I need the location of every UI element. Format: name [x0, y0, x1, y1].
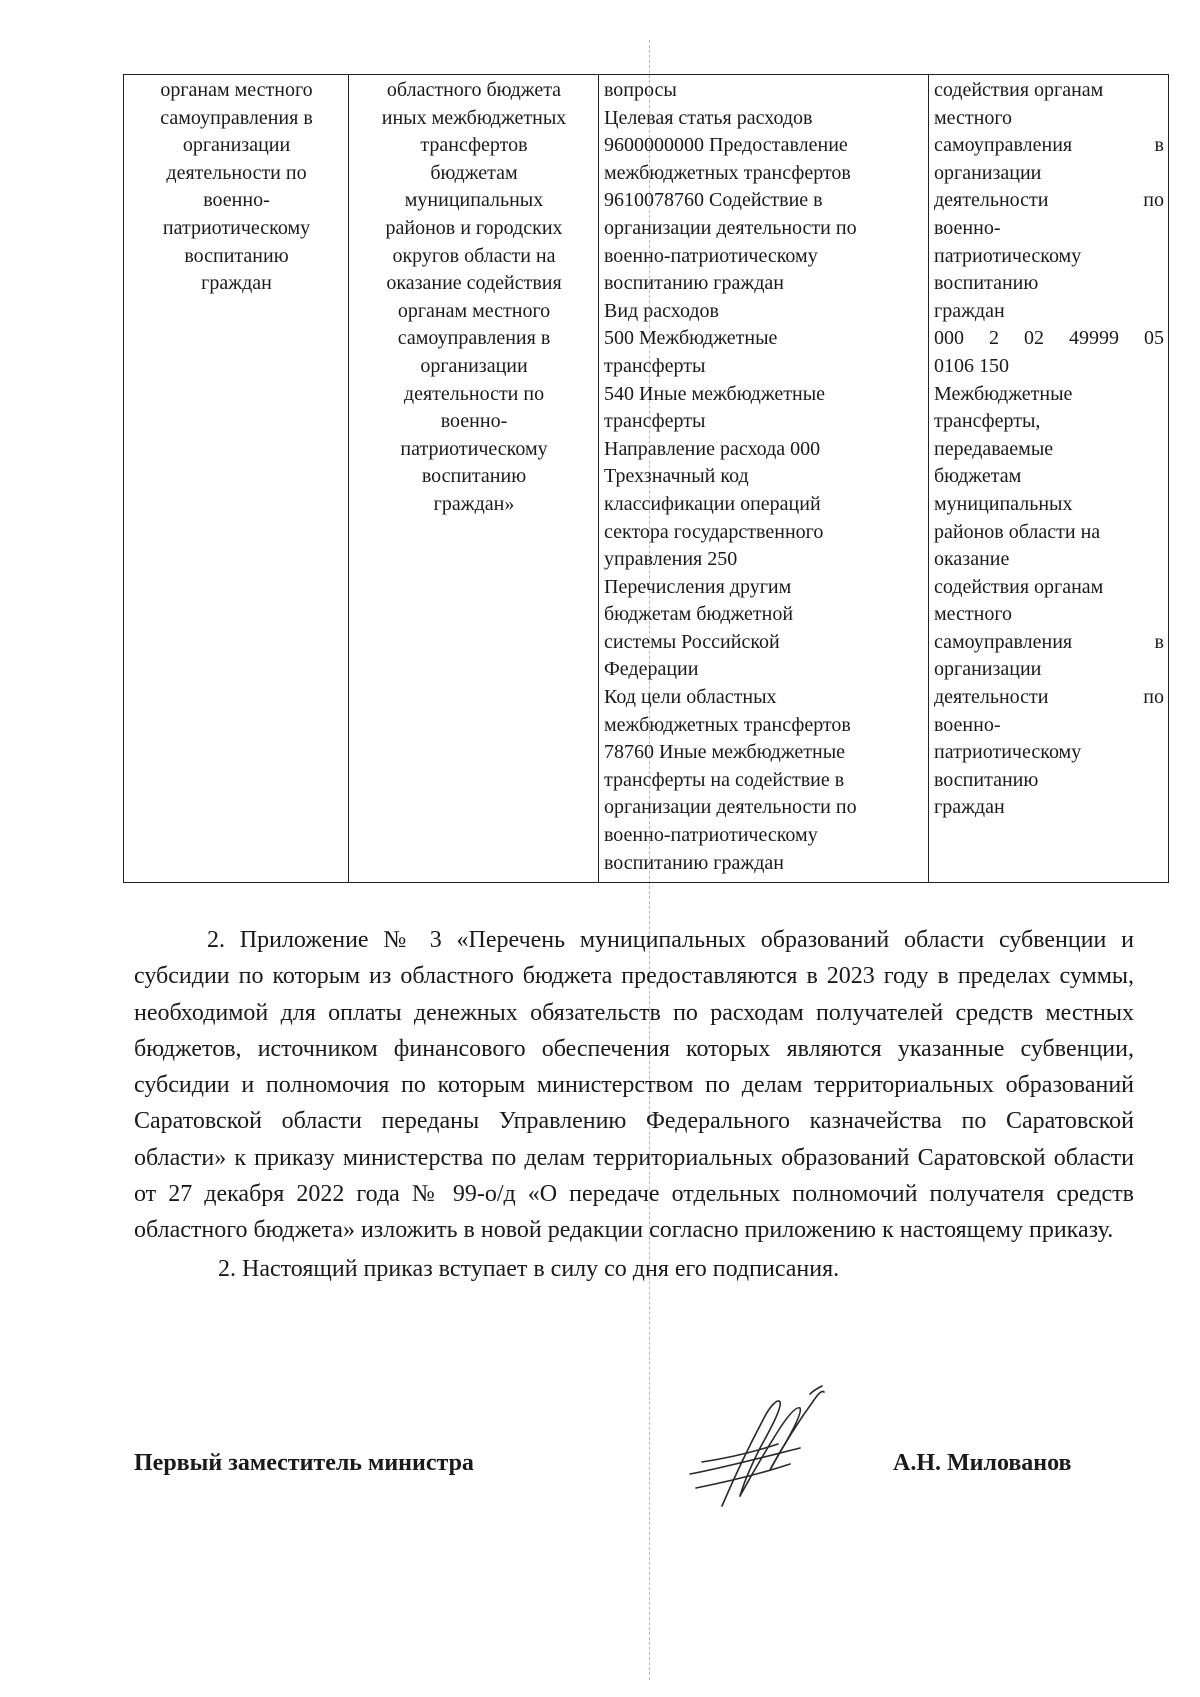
table-cell-line: муниципальных	[404, 189, 544, 212]
table-cell-line: организации	[934, 658, 1042, 681]
table-cell-col1	[124, 75, 349, 883]
table-cell-line: иных межбюджетных	[381, 106, 567, 129]
table-cell-line: граждан	[201, 272, 272, 295]
table-cell-line: воспитанию	[934, 768, 1039, 791]
table-cell-line: трансферты на содействие в	[604, 768, 845, 791]
table-cell-line: бюджетам бюджетной	[604, 603, 794, 626]
table-cell-line: воспитанию	[934, 272, 1039, 295]
table-cell-line: трансферты,	[934, 410, 1041, 433]
table-cell-line: 9610078760 Содействие в	[604, 189, 823, 212]
table-cell-line: областного бюджета	[386, 79, 562, 101]
table-cell-line: трансфертов	[420, 134, 528, 157]
table-cell-col4	[929, 75, 1169, 883]
table-cell-col3	[599, 75, 929, 883]
table-cell-line: организации	[182, 134, 291, 157]
table-row	[124, 75, 1169, 883]
table-cell-line: районов области на	[934, 520, 1101, 543]
signatory-title: Первый заместитель министра	[134, 1450, 474, 1476]
table-cell-line: трансферты	[604, 354, 706, 377]
table-cell-line: органам местного	[160, 79, 313, 101]
table-cell-line: органам местного	[397, 299, 551, 322]
table-cell-line: бюджетам	[430, 161, 518, 184]
appendix-table	[123, 74, 1169, 883]
table-cell-line: военно-	[934, 713, 1001, 736]
table-cell-line: деятельности по	[403, 382, 545, 405]
table-cell-line: оказание	[934, 548, 1010, 571]
paragraph-effective-date: 2. Настоящий приказ вступает в силу со дня его подписания.	[218, 1255, 840, 1282]
table-cell-line: муниципальных	[934, 492, 1073, 515]
table-cell-line: военно-	[934, 216, 1001, 239]
table-cell-line: 000 2 02 49999 05	[934, 327, 1164, 350]
table-cell-line: передаваемые	[934, 437, 1054, 460]
table-cell-line: Трехзначный код	[604, 465, 749, 488]
table-cell-line: 78760 Иные межбюджетные	[604, 741, 846, 764]
table-cell-line: воспитанию	[421, 465, 527, 488]
paragraph-appendix-3: 2. Приложение № 3 «Перечень муниципальных образований области субвенции и субсидии по которым из областного бюджета предоставляются в 2023 году в пределах суммы, необходимой для оплаты денежных обязательств по расходам получателей средств местных бюджетов, источником финансового обеспечения которых являются указанные субвенции, субсидии и полномочия по которым министерством по делам территориальных образований Саратовской области переданы Управлению Федерального казначейства по Саратовской области» к приказу министерства по делам территориальных образований Саратовской области от 27 декабря 2022 года № 99-о/д «О передаче отдельных полномочий получателя средств областного бюджета» изложить в новой редакции согласно приложению к настоящему приказу.	[134, 927, 1134, 1244]
table-cell-line: системы Российской	[604, 630, 780, 653]
table-cell-line: воспитанию граждан	[604, 272, 784, 295]
table-cell-line: вопросы	[604, 79, 677, 101]
table-cell-line: Код цели областных	[604, 686, 777, 709]
table-cell-line: военно-	[440, 410, 508, 433]
table-cell-line: Целевая статья расходов	[604, 106, 813, 129]
table-cell-line: 500 Межбюджетные	[604, 327, 778, 350]
table-cell-col2	[349, 75, 599, 883]
table-cell-line: сектора государственного	[604, 520, 824, 543]
table-cell-line: деятельности по	[934, 189, 1164, 212]
table-cell-line: патриотическому	[400, 437, 548, 460]
table-cell-line: военно-	[203, 189, 270, 212]
table-cell-line: межбюджетных трансфертов	[604, 713, 851, 736]
table-cell-line: округов области на	[392, 244, 556, 267]
table-cell-line: патриотическому	[934, 741, 1082, 764]
table-cell-line: Вид расходов	[604, 299, 719, 322]
table-cell-line: организации	[420, 354, 528, 377]
table-cell-line: оказание содействия	[386, 272, 562, 295]
table-cell-line: местного	[934, 603, 1013, 626]
body-text	[134, 922, 1134, 1287]
table-cell-line: местного	[934, 106, 1013, 129]
table-cell-line: граждан»	[433, 492, 515, 515]
table-cell-line: Перечисления другим	[604, 575, 792, 598]
table-cell-line: управления 250	[604, 548, 738, 571]
table-cell-line: районов и городских	[385, 216, 563, 239]
table-cell-line: Направление расхода 000	[604, 437, 821, 460]
table-cell-line: деятельности по	[166, 161, 307, 184]
table-cell-line: Федерации	[604, 658, 699, 681]
table-cell-line: бюджетам	[934, 465, 1022, 488]
handwritten-signature	[682, 1378, 832, 1518]
table-cell-line: военно-патриотическому	[604, 244, 818, 267]
table-cell-line: классификации операций	[604, 492, 821, 515]
table-cell-line: содействия органам	[934, 79, 1104, 101]
table-cell-line: граждан	[934, 299, 1005, 322]
table-cell-line: трансферты	[604, 410, 706, 433]
table-cell-line: Межбюджетные	[934, 382, 1073, 405]
table-cell-line: 9600000000 Предоставление	[604, 134, 848, 157]
table-cell-line: самоуправления в	[934, 630, 1164, 653]
table-cell-line: 0106 150	[934, 354, 1009, 377]
table-cell-line: организации деятельности по	[604, 796, 857, 819]
table-cell-line: воспитанию граждан	[604, 851, 784, 874]
table-cell-line: военно-патриотическому	[604, 824, 818, 847]
table-cell-line: самоуправления в	[160, 106, 313, 129]
table-cell-line: граждан	[934, 796, 1005, 819]
table-cell-line: деятельности по	[934, 686, 1164, 709]
table-cell-line: воспитанию	[184, 244, 289, 267]
table-cell-line: патриотическому	[934, 244, 1082, 267]
table-cell-line: межбюджетных трансфертов	[604, 161, 851, 184]
table-cell-line: содействия органам	[934, 575, 1104, 598]
table-cell-line: самоуправления в	[397, 327, 551, 350]
table-cell-line: патриотическому	[162, 216, 311, 239]
table-cell-line: самоуправления в	[934, 134, 1164, 157]
table-cell-line: организации деятельности по	[604, 216, 857, 239]
signatory-name: А.Н. Милованов	[893, 1450, 1072, 1476]
table-cell-line: организации	[934, 161, 1042, 184]
table-cell-line: 540 Иные межбюджетные	[604, 382, 826, 405]
